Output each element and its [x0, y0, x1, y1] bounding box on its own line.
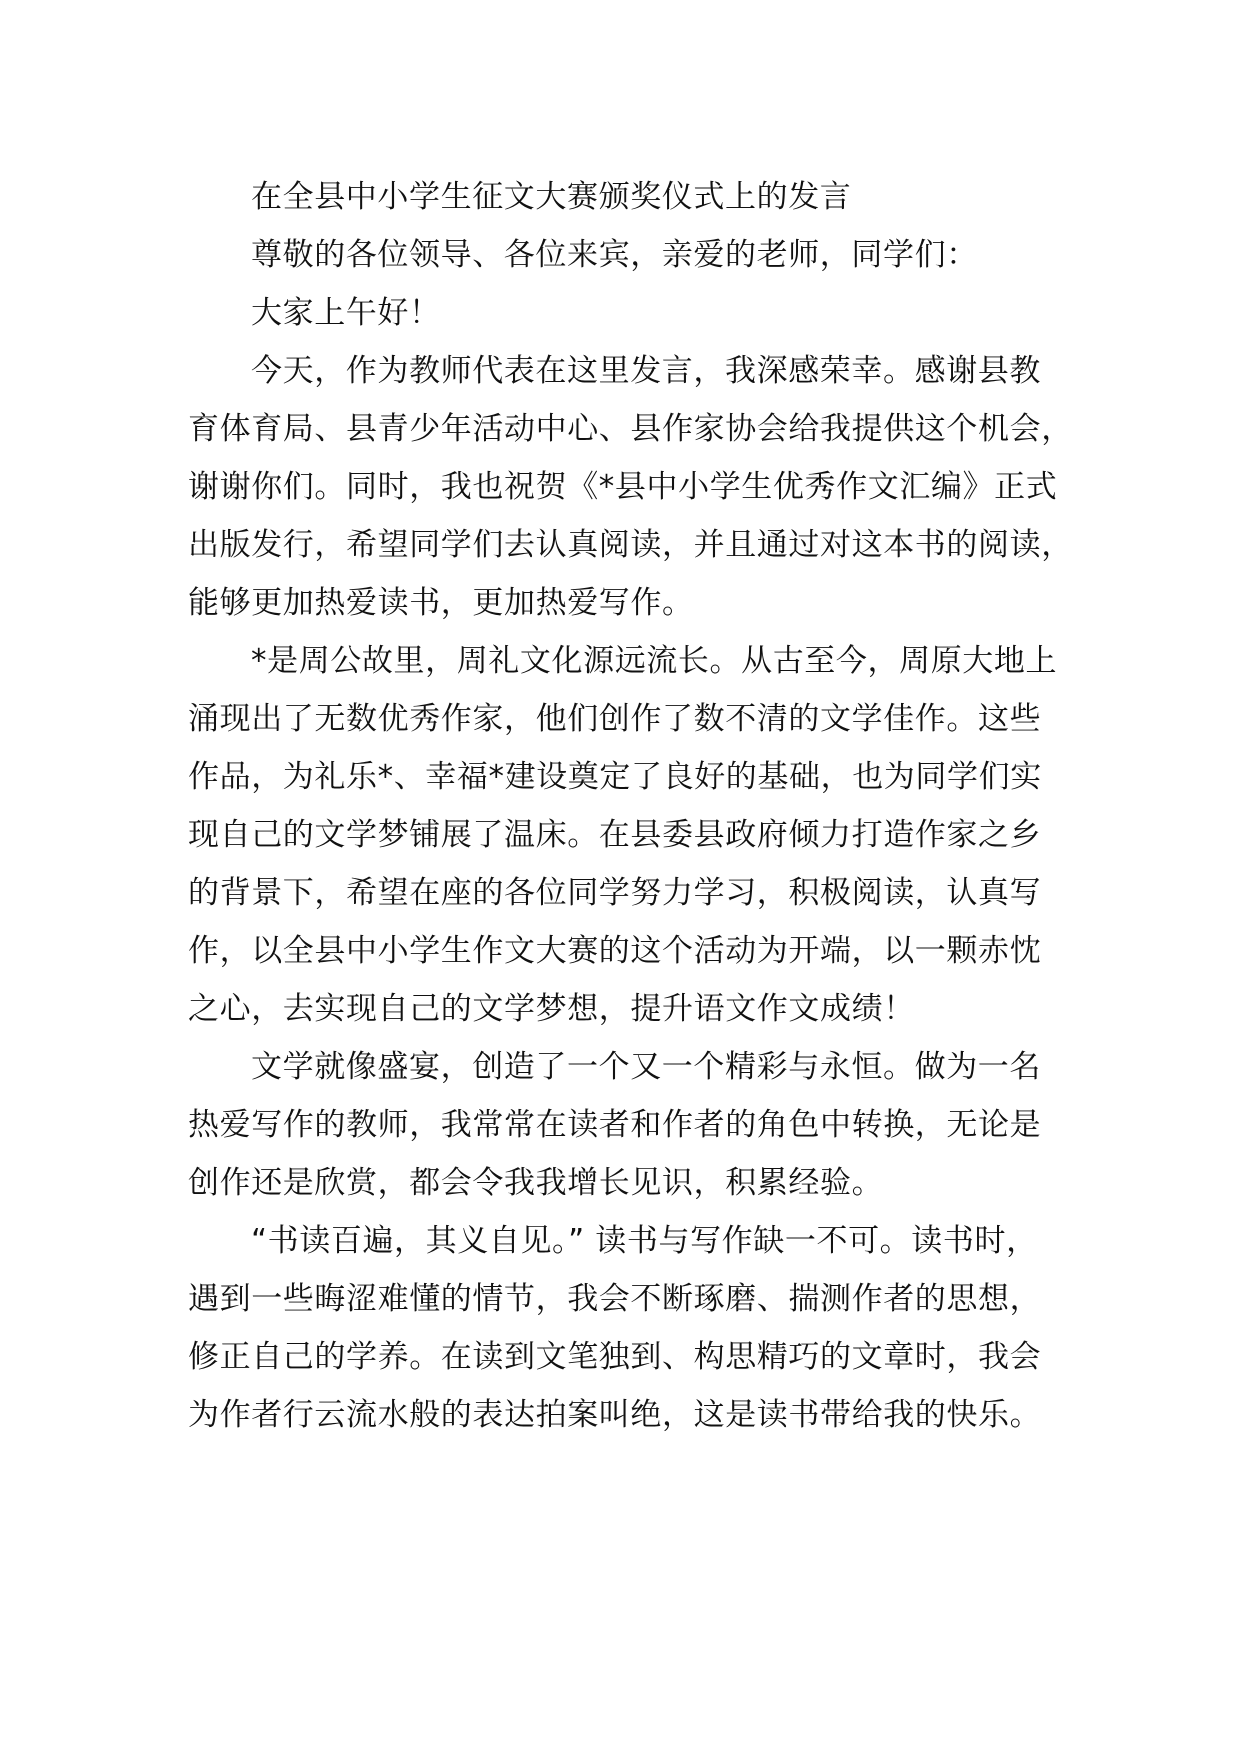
paragraph-line: 之心，去实现自己的文学梦想，提升语文作文成绩！ [188, 991, 915, 1027]
paragraph-line: *是周公故里，周礼文化源远流长。从古至今，周原大地上 [251, 643, 1058, 679]
document-title: 在全县中小学生征文大赛颁奖仪式上的发言 [251, 179, 852, 215]
paragraph-line: 谢谢你们。同时，我也祝贺《*县中小学生优秀作文汇编》正式 [188, 469, 1058, 505]
salutation: 尊敬的各位领导、各位来宾，亲爱的老师，同学们： [251, 237, 978, 273]
paragraph-line: “书读百遍，其义自见。” 读书与写作缺一不可。读书时， [251, 1223, 1038, 1259]
paragraph-line: 育体育局、县青少年活动中心、县作家协会给我提供这个机会， [188, 411, 1073, 447]
paragraph-line: 修正自己的学养。在读到文笔独到、构思精巧的文章时，我会 [188, 1339, 1042, 1375]
paragraph-line: 涌现出了无数优秀作家，他们创作了数不清的文学佳作。这些 [188, 701, 1042, 737]
greeting: 大家上午好！ [251, 295, 441, 331]
paragraph-line: 热爱写作的教师，我常常在读者和作者的角色中转换，无论是 [188, 1107, 1042, 1143]
paragraph-line: 能够更加热爱读书，更加热爱写作。 [188, 585, 694, 621]
paragraph-line: 遇到一些晦涩难懂的情节，我会不断琢磨、揣测作者的思想， [188, 1281, 1042, 1317]
paragraph-line: 作品，为礼乐*、幸福*建设奠定了良好的基础，也为同学们实 [188, 759, 1042, 795]
paragraph-line: 出版发行，希望同学们去认真阅读，并且通过对这本书的阅读， [188, 527, 1073, 563]
paragraph-line: 现自己的文学梦铺展了温床。在县委县政府倾力打造作家之乡 [188, 817, 1042, 853]
paragraph-line: 为作者行云流水般的表达拍案叫绝，这是读书带给我的快乐。 [188, 1397, 1042, 1433]
paragraph-line: 作，以全县中小学生作文大赛的这个活动为开端，以一颗赤忱 [188, 933, 1042, 969]
paragraph-line: 文学就像盛宴，创造了一个又一个精彩与永恒。做为一名 [251, 1049, 1041, 1085]
paragraph-line: 的背景下，希望在座的各位同学努力学习，积极阅读，认真写 [188, 875, 1042, 911]
paragraph-line: 创作还是欣赏，都会令我我增长见识，积累经验。 [188, 1165, 884, 1201]
paragraph-line: 今天，作为教师代表在这里发言，我深感荣幸。感谢县教 [251, 353, 1041, 389]
